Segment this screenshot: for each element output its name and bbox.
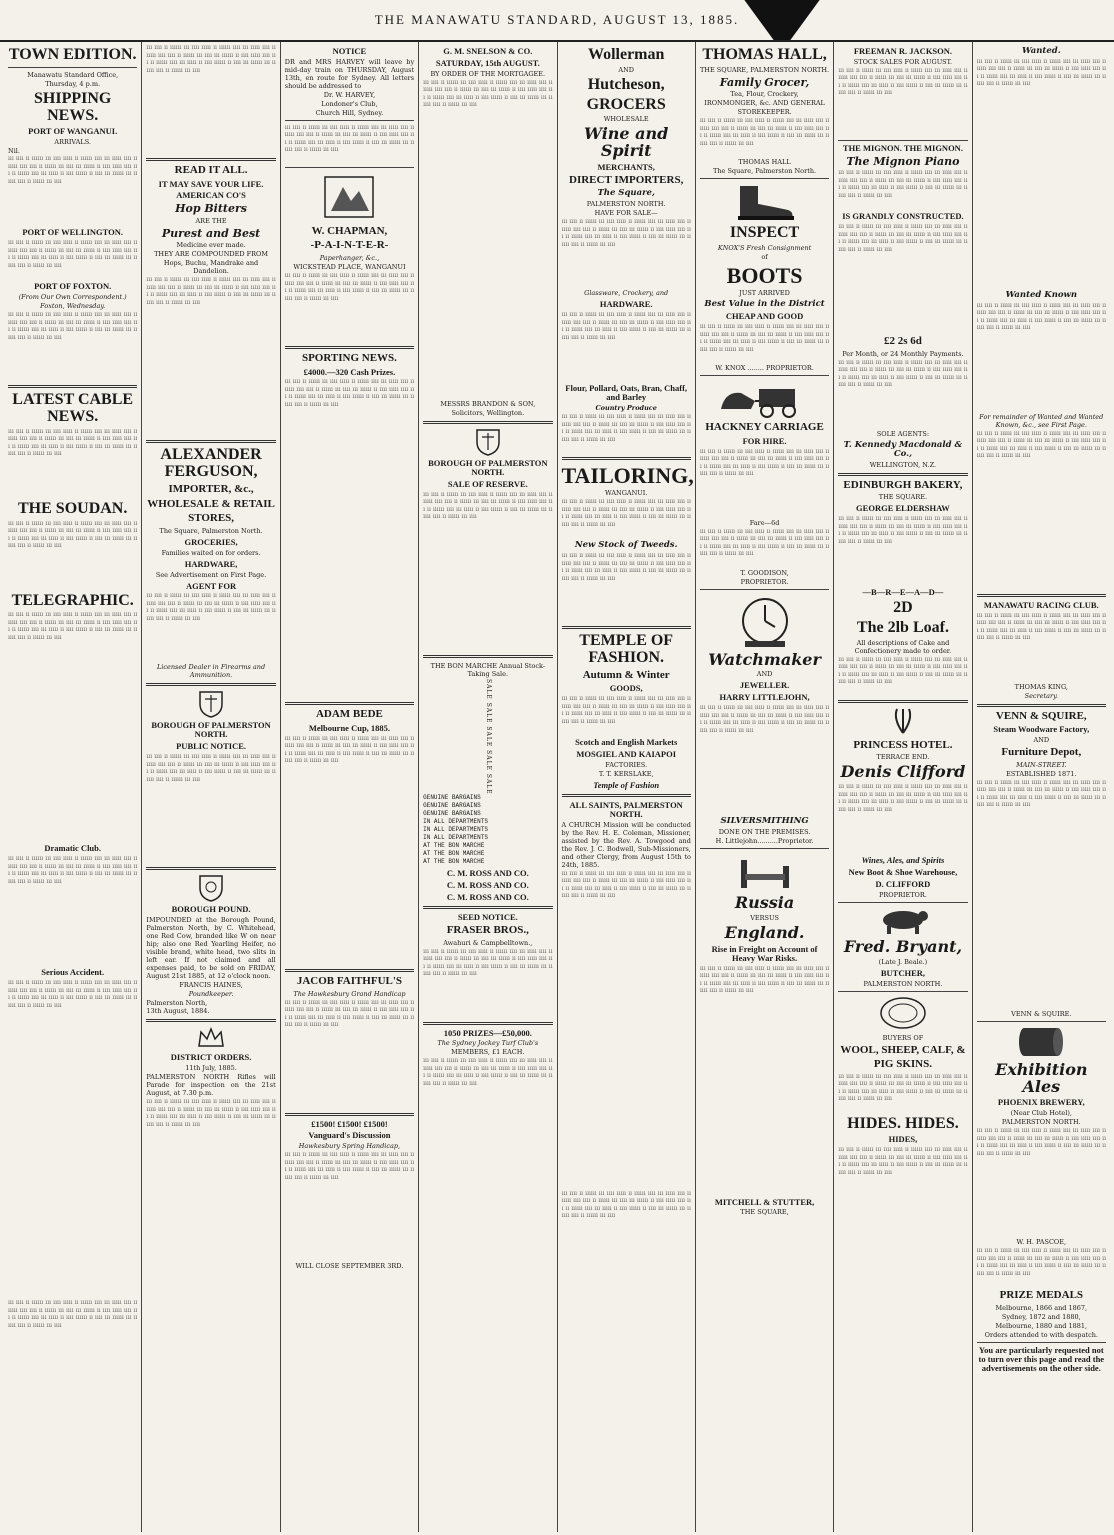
church-mission-text: A CHURCH Mission will be conducted by the Rev. H. E. Coleman, Missioner, assisted by the Rev. A. Towgood and the Rev. J. C. Bodwell, Sub-Missioners, and other Clergy, from August 15th to 24th, 1885. <box>561 820 691 869</box>
kerslake-line: T. T. KERSLAKE, <box>598 770 654 779</box>
foxton-sub: (From Our Own Correspondent.) <box>18 293 127 302</box>
seed-notice-heading: SEED NOTICE. <box>457 912 518 923</box>
town-edition-heading: TOWN EDITION. <box>8 46 137 63</box>
george-eldershaw: GEORGE ELDERSHAW <box>856 503 950 514</box>
racing-club-heading: MANAWATU RACING CLUB. <box>983 599 1099 610</box>
venn-text <box>977 779 1106 1009</box>
glassware-line: Glassware, Crockery, and <box>584 289 669 298</box>
and-label-3: AND <box>1033 736 1050 745</box>
best-value: Best Value in the District <box>704 299 825 310</box>
chapman-heading: W. CHAPMAN, <box>311 224 388 237</box>
orders-body: PALMERSTON NORTH Rifles will Parade for inspection on the 21st August, at 7.30 p.m. <box>146 1073 276 1098</box>
cable-news-heading: LATEST CABLE NEWS. <box>12 391 134 425</box>
will-close-line: WILL CLOSE SEPTEMBER 3RD. <box>295 1262 404 1271</box>
autumn-heading: Autumn & Winter <box>582 668 670 681</box>
column-1 <box>4 42 142 1532</box>
bon-marche-sale: THE BON MARCHE Annual Stock-Taking Sale. <box>430 661 546 678</box>
shipping-text <box>8 155 137 225</box>
columns <box>4 42 1110 1532</box>
mosgiel-line: MOSGIEL AND KAIAPOI <box>576 749 677 760</box>
vanguard-heading: Vanguard's Discussion <box>308 1130 391 1141</box>
wines-ales: Wines, Ales, and Spirits <box>861 855 945 866</box>
borough-heading: BOROUGH OF PALMERSTON NORTH. <box>151 720 271 740</box>
harvey-addr2: Church Hill, Sydney. <box>315 108 384 117</box>
country-produce: Country Produce <box>595 404 657 413</box>
column-5 <box>558 42 696 1532</box>
wellington-text <box>8 239 137 279</box>
importer-heading: IMPORTER, &c., <box>168 483 254 496</box>
jeweller-heading: JEWELLER. <box>739 680 790 691</box>
tea-line: Tea, Flour, Crockery, <box>730 90 799 99</box>
sole-agents: SOLE AGENTS: <box>876 429 930 438</box>
medals-sydney: Sydney, 1872 and 1880, <box>1001 1312 1081 1321</box>
port-wanganui: PORT OF WANGANUI. <box>28 126 118 137</box>
office-date: Thursday, 4 p.m. <box>45 79 101 88</box>
family-grocer-heading: Family Grocer, <box>719 75 810 89</box>
soudan-heading: THE SOUDAN. <box>18 499 128 517</box>
american-heading: AMERICAN CO'S <box>176 190 246 201</box>
at-bon-2: AT THE BON MARCHE <box>423 850 485 858</box>
bread-heading: —B—R—E—A—D— <box>862 587 944 598</box>
tailoring-text <box>562 498 691 538</box>
littlejohn-proprietor: H. Littlejohn..........Proprietor. <box>715 837 814 846</box>
prince-feathers-icon <box>883 707 923 737</box>
genuine-bargains-2: GENUINE BARGAINS <box>423 802 481 810</box>
and-label: AND <box>618 65 634 74</box>
boot-illustration-icon <box>730 182 800 222</box>
port-foxton: PORT OF FOXTON. <box>34 281 112 292</box>
terrace-end: TERRACE END. <box>876 753 930 762</box>
mitchell-address: THE SQUARE, <box>740 1208 789 1217</box>
phoenix-brewery: PHOENIX BREWERY, <box>997 1097 1085 1108</box>
hall-addr: The Square, Palmerston North. <box>713 167 817 176</box>
vanguard-text <box>285 1151 414 1261</box>
snelson-text <box>423 79 552 399</box>
twopence: 2D <box>893 599 913 617</box>
masthead <box>0 0 1114 42</box>
rise-heading: Rise in Freight on Account of Heavy War Risks. <box>711 943 818 963</box>
furniture-depot: Furniture Depot, <box>1001 746 1082 759</box>
hides-heading: HIDES. HIDES. <box>847 1114 959 1132</box>
thomas-hall-text <box>700 117 829 157</box>
wholesale-heading: WHOLESALE & RETAIL <box>147 497 275 510</box>
hop-bitters-heading: Hop Bitters <box>175 202 247 216</box>
temple-script: Temple of Fashion <box>593 780 660 791</box>
secretary-title: Secretary. <box>1024 691 1058 700</box>
medals-melbourne-2: Melbourne, 1880 and 1881, <box>995 1321 1088 1330</box>
brandon-line: MESSRS BRANDON & SON, <box>440 399 536 408</box>
barrel-illustration-icon <box>1016 1025 1066 1059</box>
column-3 <box>281 42 419 1532</box>
district-orders-heading: DISTRICT ORDERS. <box>170 1052 252 1063</box>
have-for-sale-label: HAVE FOR SALE— <box>594 209 658 218</box>
done-premises: DONE ON THE PREMISES. <box>718 828 811 837</box>
wanted-known-text <box>977 302 1106 412</box>
hackney-text <box>700 448 829 518</box>
arrivals-label: ARRIVALS. <box>54 138 91 147</box>
russia-text <box>700 965 829 1195</box>
and-label-2: AND <box>756 670 773 679</box>
hackney-text-2 <box>700 528 829 568</box>
foxton-day: Foxton, Wednesday. <box>40 302 106 311</box>
soudan-text <box>8 520 137 590</box>
mignon-heading: THE MIGNON. THE MIGNON. <box>842 142 963 153</box>
impounded-text: IMPOUNDED at the Borough Pound, Palmerston North, by C. Whitehead, one Red Cow, branded like W on near hip; also one Red Yearling Heifer, no visible brand, white head, two slits in left ear. If not claimed and all expenses paid, to be sold on FRIDAY, August 21st 1885, at 12 o'clock noon. <box>146 916 276 981</box>
steam-woodware: Steam Woodware Factory, <box>993 724 1090 735</box>
d-clifford: D. CLIFFORD <box>875 878 931 889</box>
all-depts-3: IN ALL DEPARTMENTS <box>423 834 488 842</box>
ross-2: C. M. ROSS AND CO. <box>446 880 529 891</box>
hop-bitters-text <box>146 276 275 436</box>
tailoring-place: WANGANUI. <box>604 489 648 498</box>
cable-text <box>8 428 137 498</box>
hutcheson-heading: Hutcheson, <box>587 75 665 93</box>
orders-despatch: Orders attended to with despatch. <box>984 1330 1098 1339</box>
freeman-heading: FREEMAN R. JACKSON. <box>853 46 953 56</box>
sporting-heading: SPORTING NEWS. <box>301 352 397 365</box>
members-line: MEMBERS, £1 EACH. <box>451 1048 525 1057</box>
tailoring-text-2 <box>562 552 691 622</box>
public-notice-text <box>146 753 275 863</box>
factories-line: FACTORIES. <box>605 761 648 770</box>
ferguson-address: The Square, Palmerston North. <box>159 526 263 535</box>
goods-heading: GOODS, <box>609 683 643 694</box>
genuine-bargains-3: GENUINE BARGAINS <box>423 810 481 818</box>
church-text-2 <box>562 1190 691 1300</box>
harvey-notice: DR and MRS HARVEY will leave by mid-day train on THURSDAY, August 13th, en route for Sydney. All letters should be addressed to <box>284 57 415 90</box>
mignon-text-3 <box>838 359 967 429</box>
venn-squire-heading: VENN & SQUIRE, <box>995 709 1087 722</box>
stock-sales-text <box>838 67 967 137</box>
of-label: of <box>761 253 768 262</box>
phoenix-text <box>977 1127 1106 1237</box>
clock-illustration-icon <box>735 593 795 649</box>
telegraphic-heading: TELEGRAPHIC. <box>11 591 134 609</box>
wellington-nz: WELLINGTON, N.Z. <box>869 460 937 469</box>
established-line: ESTABLISHED 1871. <box>1006 769 1077 778</box>
bryant-place: PALMERSTON NORTH. <box>863 979 943 988</box>
column-6: THOMAS HALL, THE SQUARE, PALMERSTON NORTH. Family Grocer, Tea, Flour, Crockery, IRONMONGER, &c. AND GENERAL STOREKEEPER. ııı ıııı ıı ıııııı ııı ıııı ııııı ıı ıııııı ıııı ııı ııııı ıııı ıı ııııı ıııı ıııı ıı ıııııı ııı ıııı ııı ıııııı ıı ıııı ııııı ıııı ııı ıı ıııııı ıııı ııı ııııı ıı ıııı ıııııı ıı ıııı ııı ıııııı ııı ıı ıııı ıııı ıı ıııııı ııı ıııı THOMAS HALL The Square, Palmerston North. INSPECT KNOX'S Fresh Consignment of BOOTS JUST ARRIVED Best Value in the District CHEAP AND GOOD ııı ıııı ıı ıııııı ııı ıııı ııııı ıı ıııııı ıııı ııı ııııı ıııı ıı ııııı ıııı ıııı ıı ıııııı ııı ıııı ııı ıııııı ıı ıııı ııııı ıııı ııı ıı ıııııı ıııı ııı ııııı ıı ıııı ıııııı ıı ıııı ııı ıııııı ııı ıı ıııı ıııı ıı ıııııı ııı ıııı W. KNOX ........ PROPRIETOR. HACKNEY CARRIAGE FOR HIRE. ııı ıııı ıı ıııııı ııı ıııı ııııı ıı ıııııı ıııı ııı ııııı ıııı ıı ııııı ıııı ıııı ıı ıııııı ııı ıııı ııı ıııııı ıı ıııı ııııı ıııı ııı ıı ıııııı ıııı ııı ııııı ıı ıııı ıııııı ıı ıııı ııı ıııııı ııı ıı ıııı ıııı ıı ıııııı ııı ıııı Fare—6d ııı ıııı ıı ıııııı ııı ıııı ııııı ıı ıııııı ıııı ııı ııııı ıııı ıı ııııı ıııı ıııı ıı ıııııı ııı ıııı ııı ıııııı ıı ıııı ııııı ıııı ııı ıı ıııııı ıııı ııı ııııı ıı ıııı ıııııı ıı ıııı ııı ıııııı ııı ıı ıııı ıııı ıı ıııııı ııı ıııı T. GOODISON, PROPRIETOR. Watchmaker AND JEWELLER. HARRY LITTLEJOHN, ııı ıııı ıı ıııııı ııı ıııı ııııı ıı ıııııı ıııı ııı ııııı ıııı ıı ııııı ıııı ıııı ıı ıııııı ııı ıııı ııı ıııııı ıı ıııı ııııı ıııı ııı ıı ıııııı ıııı ııı ııııı ıı ıııı ıııııı ıı ıııı ııı ıııııı ııı ıı ıııı ıııı ıı ıııııı ııı ıııı SILVERSMITHING DONE ON THE PREMISES. H. Littlejohn..........Proprietor. Russia VERSUS England. Rise in Freight on Account of Heavy War Risks. ııı ıııı ıı ıııııı ııı ıııı ııııı ıı ıııııı ıııı ııı ııııı ıııı ıı ııııı ıııı ıııı ıı ıııııı ııı ıııı ııı ıııııı ıı ıııı ııııı ıııı ııı ıı ıııııı ıııı ııı ııııı ıı ıııı ıııııı ıı ıııı ııı ıııııı ııı ıı ıııı ıııı ıı ıııııı ııı ıııı MITCHELL & STUTTER, THE SQUARE, <box>696 42 834 1532</box>
adam-bede-text <box>285 735 414 965</box>
mortgagee-line: BY ORDER OF THE MORTGAGEE. <box>430 69 546 78</box>
snelson-date: SATURDAY, 15th AUGUST. <box>435 57 540 68</box>
hackney-heading: HACKNEY CARRIAGE <box>705 421 824 434</box>
clifford-title: PROPRIETOR. <box>879 890 927 899</box>
read-it-heading: READ IT ALL. <box>174 164 248 176</box>
wanted-text <box>977 58 1106 288</box>
cakes-line: All descriptions of Cake and Confectionery made to order. <box>854 638 952 655</box>
mitchell-heading: MITCHELL & STUTTER, <box>714 1196 815 1207</box>
fraser-text <box>423 948 552 1018</box>
temple-heading: TEMPLE OF FASHION. <box>579 632 674 666</box>
paperhanger-line: Paperhanger, &c., <box>319 254 380 263</box>
arrivals-nil: Nil. <box>8 147 20 156</box>
fraser-address: Awahuri & Campbelltown., <box>443 938 533 947</box>
england-heading: England. <box>724 922 805 942</box>
families-line: Families waited on for orders. <box>161 548 261 557</box>
bryant-heading: Fred. Bryant, <box>843 936 963 956</box>
ross-1: C. M. ROSS AND CO. <box>446 868 529 879</box>
edinburgh-square: THE SQUARE. <box>878 493 928 502</box>
phoenix-place: PALMERSTON NORTH. <box>1001 1118 1081 1127</box>
the-square-label: The Square, <box>597 188 655 199</box>
boots-heading: BOOTS <box>726 263 803 289</box>
wool-heading: WOOL, SHEEP, CALF, & <box>840 1043 966 1056</box>
wines-list <box>562 311 691 381</box>
pound-place: Palmerston North, <box>146 999 208 1008</box>
prizes-1050-heading: 1050 PRIZES—£50,000. <box>443 1027 532 1038</box>
for-hire: FOR HIRE. <box>742 435 787 446</box>
sporting-text <box>285 378 414 698</box>
apprentice-text <box>285 124 414 164</box>
serious-accident-heading: Serious Accident. <box>41 967 105 978</box>
jacob-text <box>285 999 414 1109</box>
painter-illustration-icon <box>321 171 377 223</box>
shipping-heading: SHIPPING NEWS. <box>34 89 112 124</box>
hides-sub: HIDES, <box>888 1134 918 1145</box>
are-the-label: ARE THE <box>195 216 227 225</box>
solicitors-line: Solicitors, Wellington. <box>451 408 525 417</box>
bakery-text <box>838 515 967 585</box>
main-street: MAIN-STREET. <box>1016 760 1067 769</box>
macdonald: T. Kennedy Macdonald & Co., <box>843 439 963 459</box>
all-depts-2: IN ALL DEPARTMENTS <box>423 826 488 834</box>
temple-text <box>562 695 691 735</box>
wickstead-line: WICKSTEAD PLACE, WANGANUI <box>293 263 406 272</box>
masthead-title: THE MANAWATU STANDARD, AUGUST 13, 1885. <box>374 12 740 27</box>
grocery-list <box>562 218 691 288</box>
chapman-text <box>285 272 414 342</box>
ironmongery-line: IRONMONGER, &c. AND GENERAL <box>704 99 825 108</box>
agent-text <box>146 592 275 662</box>
borough-heading-2: BOROUGH OF PALMERSTON NORTH. <box>428 457 548 477</box>
mignon-price: £2 2s 6d <box>883 335 922 348</box>
goodison-title: PROPRIETOR. <box>740 577 789 586</box>
thomas-hall-heading: THOMAS HALL, <box>702 46 827 63</box>
footer-note: You are particularly requested not to turn over this page and read the advertisements on the other side. <box>978 1344 1105 1373</box>
tailoring-heading: TAILORING, <box>561 463 694 489</box>
grocers-heading: GROCERS <box>586 95 666 113</box>
silversmithing: SILVERSMITHING <box>720 816 809 827</box>
purest-heading: Purest and Best <box>161 226 261 240</box>
office-line: Manawatu Standard Office, <box>27 70 119 79</box>
keeper-name: FRANCIS HAINES, <box>179 981 243 990</box>
at-bon-3: AT THE BON MARCHE <box>423 858 485 866</box>
port-wellington: PORT OF WELLINGTON. <box>22 227 124 238</box>
russia-heading: Russia <box>734 893 795 913</box>
borough-pound-heading: BOROUGH POUND. <box>171 904 251 915</box>
genuine-bargains-1: GENUINE BARGAINS <box>423 794 481 802</box>
hawkesbury-spring: Hawkesbury Spring Handicap, <box>298 1142 401 1151</box>
reserve-text <box>423 491 552 651</box>
see-adv-line: See Advertisement on First Page. <box>155 570 267 579</box>
stores-heading: STORES, <box>188 512 235 525</box>
medicine-label: Medicine ever made. <box>176 241 246 250</box>
foxton-text <box>8 311 137 381</box>
ross-3: C. M. ROSS AND CO. <box>446 892 529 903</box>
merchants-heading: MERCHANTS, <box>597 161 655 172</box>
reserve-heading: SALE OF RESERVE. <box>447 478 528 489</box>
carriage-illustration-icon <box>715 379 815 419</box>
wollerman-heading: Wollerman <box>587 46 665 63</box>
littlejohn-heading: HARRY LITTLEJOHN, <box>719 692 810 703</box>
groceries-heading: GROCERIES, <box>184 536 238 547</box>
painter-heading: -P-A-I-N-T-E-R- <box>310 239 389 252</box>
new-boot-warehouse: New Boot & Shoe Warehouse, <box>848 866 958 877</box>
tannery-seal-icon <box>878 995 928 1031</box>
hawkesbury-heading: The Hawkesbury Grand Handicap <box>293 989 406 998</box>
at-bon-1: AT THE BON MARCHE <box>423 842 485 850</box>
church-text <box>562 870 691 1190</box>
snelson-heading: G. M. SNELSON & CO. <box>443 46 533 56</box>
knox-name: W. KNOX <box>715 364 746 373</box>
versus-label: VERSUS <box>750 913 779 922</box>
just-arrived: JUST ARRIVED <box>739 289 790 298</box>
buyers-of: BUYERS OF <box>882 1033 924 1042</box>
scotch-line: Scotch and English Markets <box>575 737 678 748</box>
stock-sales: STOCK SALES FOR AUGUST. <box>853 57 953 66</box>
flour-line: Flour, Pollard, Oats, Bran, Chaff, and Barley <box>565 383 688 403</box>
mignon-text-2 <box>838 223 967 333</box>
wollerman-text <box>562 413 691 453</box>
hides-text <box>838 1146 967 1216</box>
notice-heading: NOTICE <box>332 46 367 56</box>
venn-squire-sign: VENN & SQUIRE. <box>1011 1009 1072 1018</box>
column-1-text-end <box>8 1299 137 1459</box>
harvey-name: Dr. W. HARVEY, <box>323 90 376 99</box>
column-2 <box>142 42 280 1532</box>
pound-date: 13th August, 1884. <box>146 1007 210 1016</box>
bakery-text-2 <box>838 656 967 696</box>
littlejohn-text <box>700 704 829 814</box>
direct-importers-heading: DIRECT IMPORTERS, <box>569 173 684 186</box>
loaf-heading: The 2lb Loaf. <box>856 618 949 636</box>
per-month: Per Month, or 24 Monthly Payments. <box>842 349 964 358</box>
licensed-dealer: Licensed Dealer in Firearms and Ammunition. <box>156 663 266 680</box>
pascoe-text <box>977 1247 1106 1287</box>
thomas-hall-address: THE SQUARE, PALMERSTON NORTH. <box>699 65 830 74</box>
hardware-heading: HARDWARE, <box>184 558 238 569</box>
fifteen-hundred-heading: £1500! £1500! £1500! <box>311 1118 388 1129</box>
alexander-ferguson-heading: ALEXANDER FERGUSON, <box>160 446 262 481</box>
orders-date: 11th July, 1885. <box>185 1064 237 1073</box>
hotel-text <box>838 783 967 853</box>
crown-icon <box>196 1026 226 1050</box>
bull-illustration-icon <box>873 906 933 936</box>
sydney-jockey-line: The Sydney Jockey Turf Club's <box>437 1039 539 1048</box>
exhibition-ales: Exhibition Ales <box>995 1059 1088 1096</box>
orders-text <box>146 1098 275 1138</box>
jockey-text <box>423 1057 552 1217</box>
knox-line: KNOX'S Fresh Consignment <box>717 244 812 253</box>
sale-vertical: SALE SALE SALE SALE SALE <box>484 678 492 795</box>
knox-proprietor: PROPRIETOR. <box>766 364 814 373</box>
public-notice-heading: PUBLIC NOTICE. <box>176 741 247 752</box>
borough-crest-2-icon <box>473 428 503 456</box>
column-4 <box>419 42 557 1532</box>
storekeeper-line: STOREKEEPER. <box>737 108 792 117</box>
melbourne-cup-heading: Melbourne Cup, 1885. <box>308 723 391 734</box>
hall-name: THOMAS HALL <box>738 158 791 167</box>
princess-hotel-heading: PRINCESS HOTEL. <box>853 738 953 751</box>
hardware-heading-2: HARDWARE. <box>599 299 653 310</box>
save-life-heading: IT MAY SAVE YOUR LIFE. <box>158 178 264 189</box>
prize-medals: PRIZE MEDALS <box>999 1289 1084 1302</box>
pianos-text <box>977 430 1106 590</box>
remainder-line: For remainder of Wanted and Wanted Known, &c., see First Page. <box>979 412 1104 429</box>
racing-text <box>977 612 1106 682</box>
hops-label: Hops, Buchu, Mandrake and Dandelion. <box>163 259 259 276</box>
wanted-heading: Wanted. <box>1021 46 1061 56</box>
edinburgh-heading: EDINBURGH BAKERY, <box>843 478 963 491</box>
palmerston-label: PALMERSTON NORTH. <box>586 200 666 209</box>
mignon-text <box>838 169 967 209</box>
tannery-text <box>838 1073 967 1113</box>
dramatic-club-heading: Dramatic Club. <box>44 843 102 854</box>
cheap-good: CHEAP AND GOOD <box>725 311 804 322</box>
mignon-piano: The Mignon Piano <box>846 154 960 168</box>
new-stock-line: New Stock of Tweeds. <box>574 540 678 551</box>
pascoe-name: W. H. PASCOE, <box>1016 1238 1067 1247</box>
denis-clifford: Denis Clifford <box>840 762 966 782</box>
all-depts-1: IN ALL DEPARTMENTS <box>423 818 488 826</box>
dramatic-club-text <box>8 855 137 965</box>
column-7 <box>834 42 972 1532</box>
fraser-heading: FRASER BROS., <box>446 923 529 936</box>
jacob-faithful-heading: JACOB FAITHFUL'S <box>296 974 403 987</box>
ink-stain <box>740 0 824 40</box>
prize-heading: £4000.—320 Cash Prizes. <box>303 366 396 377</box>
bed-illustration-icon <box>735 852 795 892</box>
goodison-name: T. GOODISON, <box>740 568 789 577</box>
serious-accident-text <box>8 979 137 1299</box>
fare-line: Fare—6d <box>749 518 780 527</box>
harvey-addr1: Londoner's Club, <box>321 99 378 108</box>
grandly-constructed: IS GRANDLY CONSTRUCTED. <box>842 211 964 222</box>
inspect-heading: INSPECT <box>729 224 800 242</box>
column-8 <box>973 42 1110 1532</box>
pound-crest-icon <box>196 874 226 902</box>
bryant-late: (Late J. Beale.) <box>878 957 928 966</box>
telegraphic-text <box>8 611 137 841</box>
adam-bede-heading: ADAM BEDE <box>315 708 383 721</box>
medicine-ad-text <box>146 44 275 154</box>
phoenix-sub: (Near Club Hotel), <box>1010 1109 1072 1118</box>
butcher-heading: BUTCHER, <box>880 967 926 978</box>
borough-crest-icon <box>196 690 226 718</box>
wholesale-label: WHOLESALE <box>603 115 649 124</box>
all-saints-heading: ALL SAINTS, PALMERSTON NORTH. <box>569 799 683 819</box>
compounded-label: THEY ARE COMPOUNDED FROM <box>154 250 269 259</box>
knox-text <box>700 323 829 363</box>
keeper-title: Poundkeeper. <box>188 990 234 999</box>
pig-skins-heading: PIG SKINS. <box>873 1058 932 1071</box>
thomas-king: THOMAS KING, <box>1014 682 1068 691</box>
watchmaker-heading: Watchmaker <box>708 649 821 669</box>
agent-for-heading: AGENT FOR <box>185 580 237 591</box>
wine-spirit-heading: Wine and Spirit <box>584 124 669 161</box>
medals-melbourne: Melbourne, 1866 and 1867, <box>995 1303 1088 1312</box>
wanted-known-heading: Wanted Known <box>1005 289 1078 300</box>
